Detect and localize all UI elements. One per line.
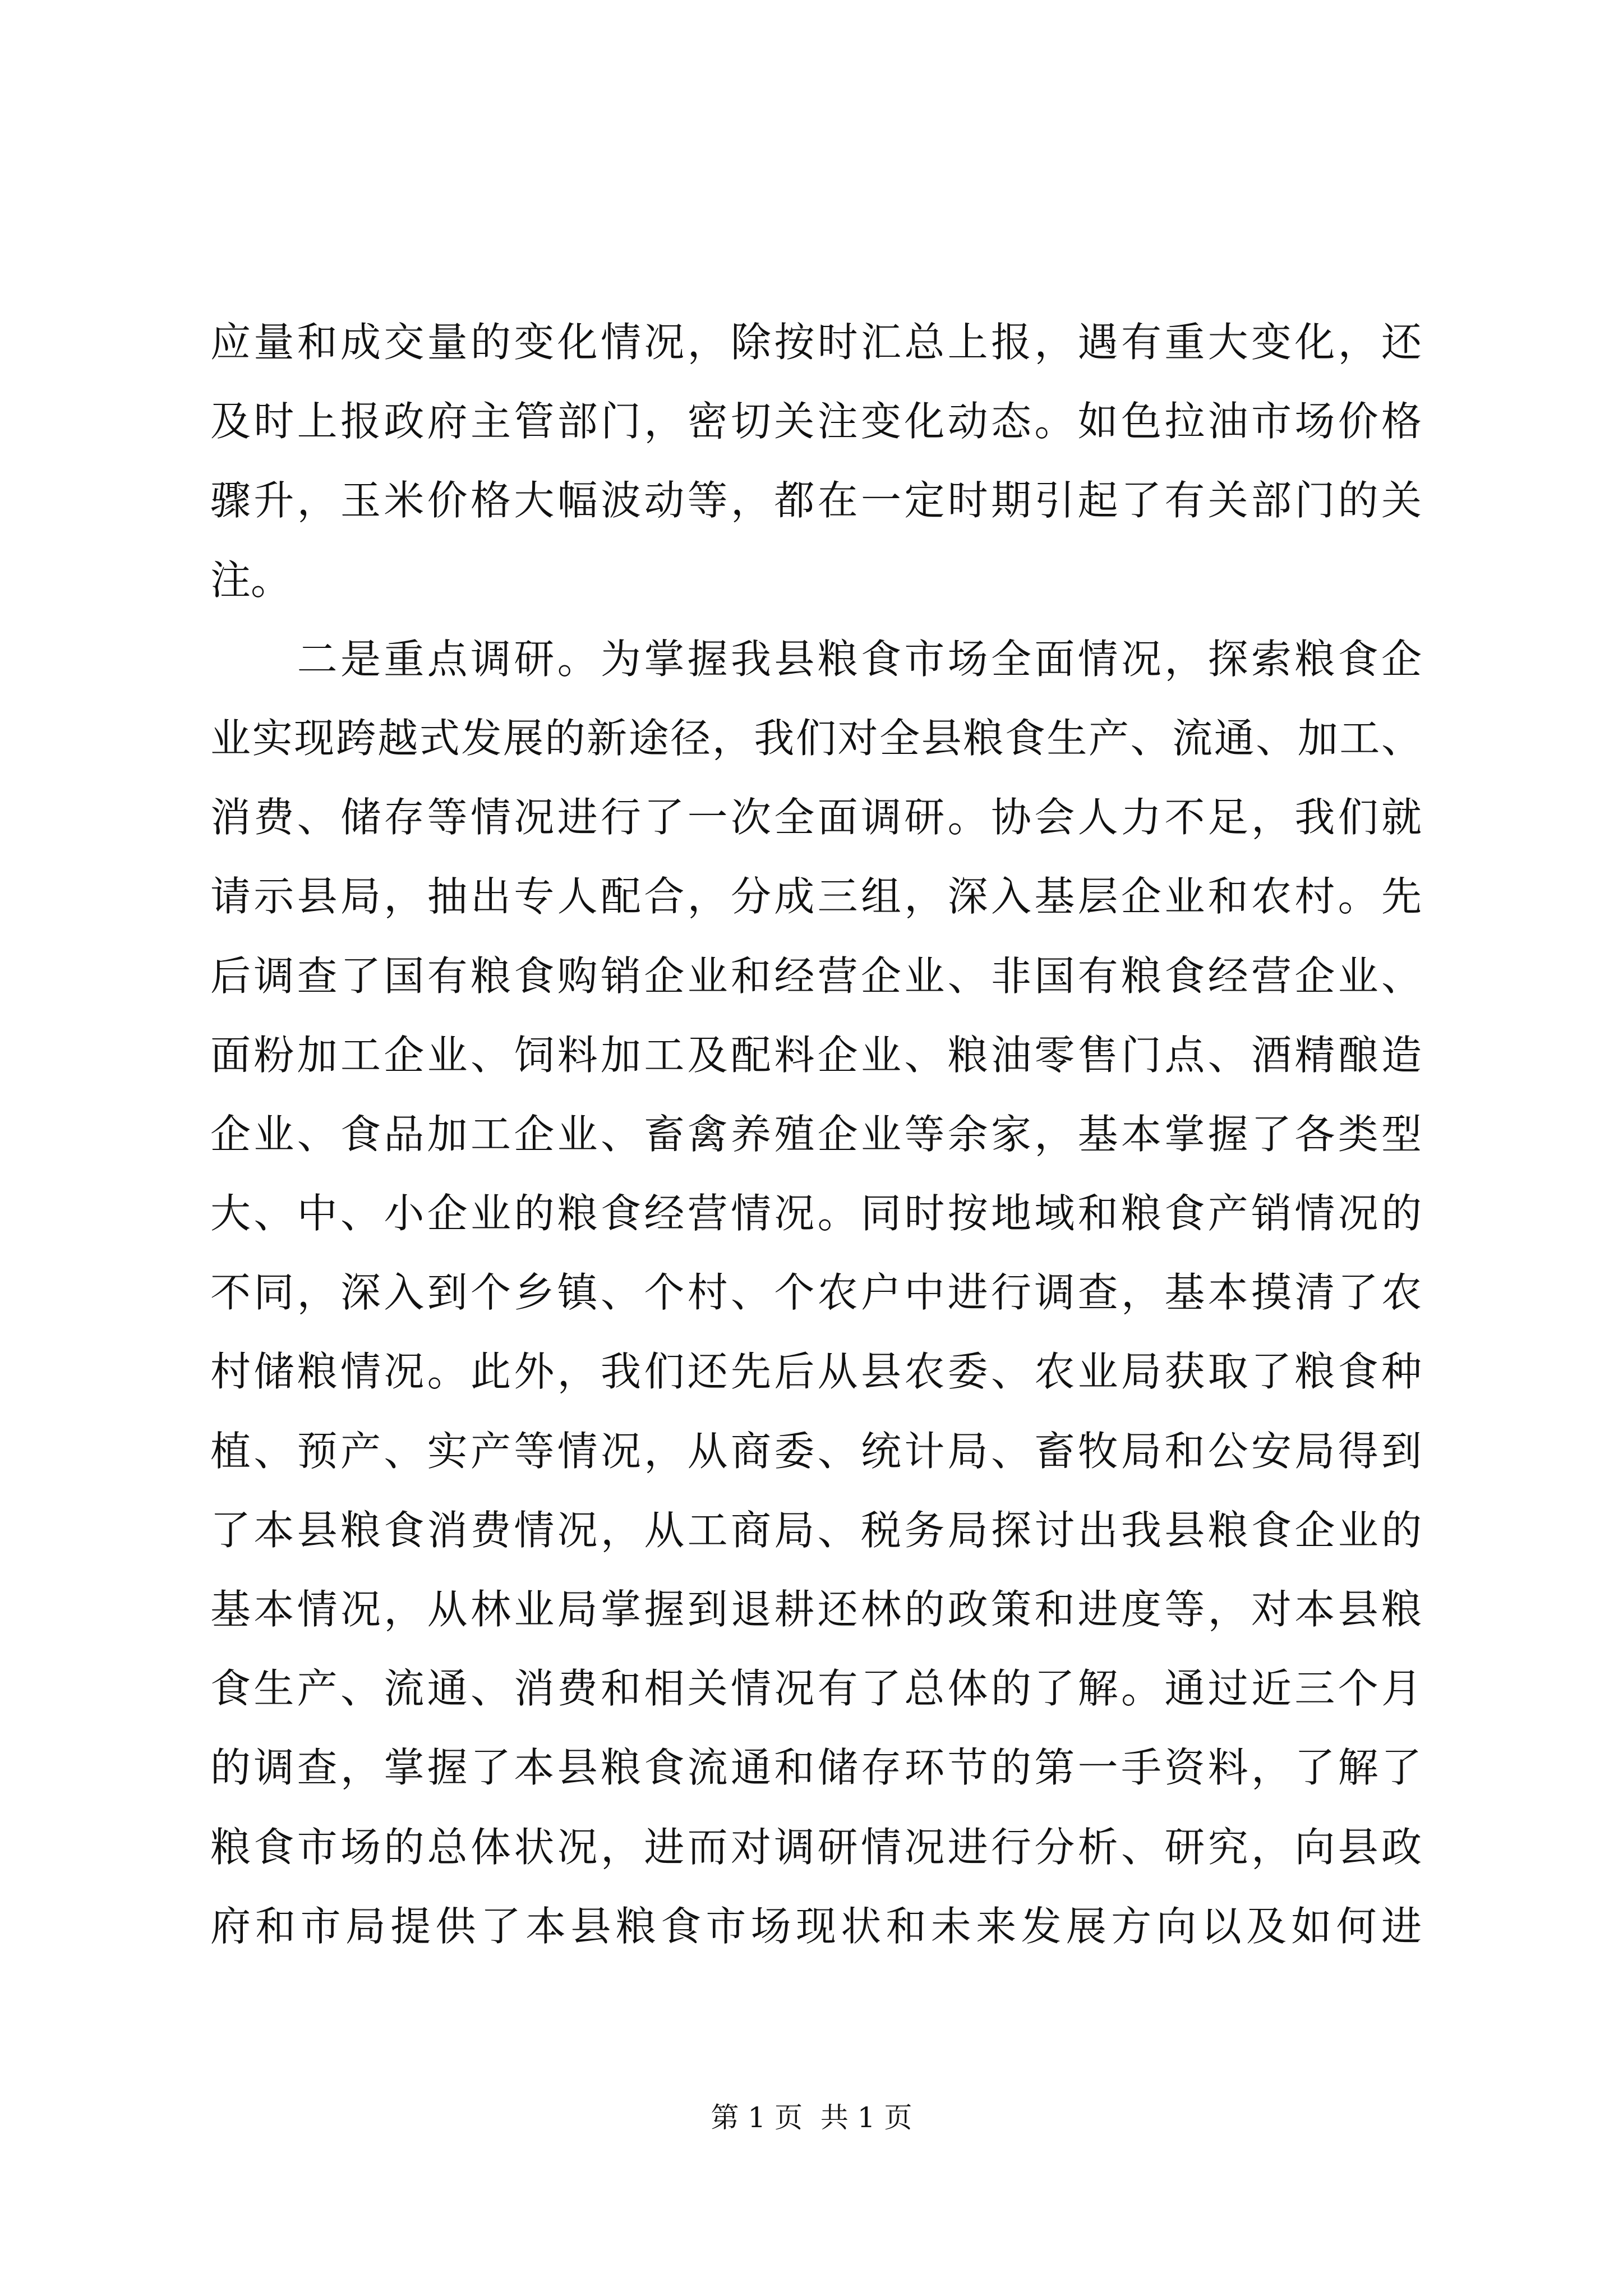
text-line: 府和市局提供了本县粮食市场现状和未来发展方向以及如何进 [210,1902,1422,1950]
text-line: 面粉加工企业、饲料加工及配料企业、粮油零售门点、酒精酿造 [210,1031,1422,1079]
text-line: 大、中、小企业的粮食经营情况。同时按地域和粮食产销情况的 [210,1190,1422,1237]
text-line: 注。 [210,556,292,604]
text-line: 及时上报政府主管部门，密切关注变化动态。如色拉油市场价格 [210,398,1422,445]
text-line: 植、预产、实产等情况，从商委、统计局、畜牧局和公安局得到 [210,1427,1422,1475]
text-line: 二是重点调研。为掌握我县粮食市场全面情况，探索粮食企 [210,635,1422,683]
text-line: 基本情况，从林业局掌握到退耕还林的政策和进度等，对本县粮 [210,1586,1422,1633]
text-line: 粮食市场的总体状况，进而对调研情况进行分析、研究，向县政 [210,1823,1422,1871]
text-line: 了本县粮食消费情况，从工商局、税务局探讨出我县粮食企业的 [210,1506,1422,1554]
text-line: 食生产、流通、消费和相关情况有了总体的了解。通过近三个月 [210,1665,1422,1713]
text-line: 请示县局，抽出专人配合，分成三组，深入基层企业和农村。先 [210,873,1422,921]
body-text [210,303,1422,1966]
text-line: 消费、储存等情况进行了一次全面调研。协会人力不足，我们就 [210,794,1422,841]
page-number-footer: 第 1 页 共 1 页 [711,2101,912,2134]
text-line: 业实现跨越式发展的新途径，我们对全县粮食生产、流通、加工、 [210,714,1422,762]
text-line: 骤升，玉米价格大幅波动等，都在一定时期引起了有关部门的关 [210,477,1422,524]
text-line: 村储粮情况。此外，我们还先后从县农委、农业局获取了粮食种 [210,1348,1422,1396]
text-line: 的调查，掌握了本县粮食流通和储存环节的第一手资料，了解了 [210,1744,1422,1792]
text-line: 企业、食品加工企业、畜禽养殖企业等余家，基本掌握了各类型 [210,1110,1422,1158]
text-line: 应量和成交量的变化情况，除按时汇总上报，遇有重大变化，还 [210,319,1422,366]
text-line: 不同，深入到个乡镇、个村、个农户中进行调查，基本摸清了农 [210,1269,1422,1317]
text-line: 后调查了国有粮食购销企业和经营企业、非国有粮食经营企业、 [210,952,1422,1000]
